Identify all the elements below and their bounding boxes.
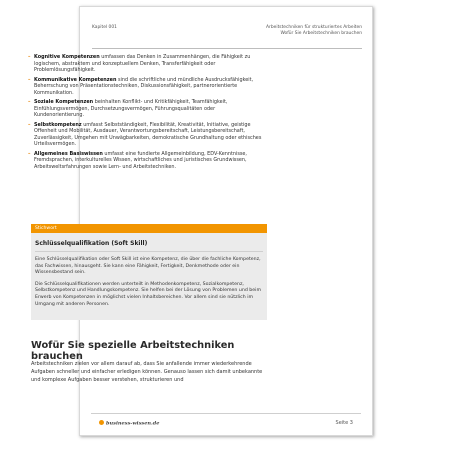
list-item (28, 76, 266, 97)
list-item-text: umfasst eine fundierte Allgemeinbildung, EDV-Kenntnisse, Fremdsprachen, interkulturelles Wissen, wirtschaftliches und juristisches Grundwissen, Arbeitsweltsrfahrungen sowie Lern- und Arbeitstechniken. (34, 150, 247, 170)
list-item-term: Kognitive Kompetenzen (34, 54, 100, 60)
keyword-label: Stichwort (31, 224, 267, 233)
bullet-dash: – (28, 76, 31, 83)
bullet-dash: – (28, 121, 31, 128)
bullet-dash: – (28, 150, 31, 157)
list-item-term: Selbstkompetenz (34, 121, 82, 128)
page-header (92, 24, 362, 49)
chapter-label: Kapitel 001 (92, 25, 117, 30)
list-item-text: umfasst Selbstständigkeit, Flexibilität, Kreativität, Initiative, geistige Offenheit und Mobilität, Ausdauer, Verantwortungsbereitschaft, Leistungsbereitschaft, Zuverlässigkeit, Umgehen mit Unwägbarkeiten, demokratische Grundhaltung oder ethisches Urteilsvermögen. (34, 121, 262, 147)
list-item (28, 54, 266, 74)
list-item (28, 99, 266, 119)
competency-list (28, 54, 266, 173)
logo-dot-icon (99, 420, 104, 425)
site-logo (99, 420, 159, 427)
list-item (28, 121, 266, 148)
list-item-text: sind die schriftliche und mündliche Ausdrucksfähigkeit, Beherrschung von Präsentationstechniken, Diskussionsfähigkeit, partnerorientierte Kommunikation. (34, 76, 254, 96)
list-item-term: Kommunikative Kompetenzen (34, 76, 117, 83)
list-item-term: Soziale Kompetenzen (34, 99, 94, 105)
section-heading: Wofür Sie spezielle Arbeitstechniken brauchen (31, 340, 235, 362)
header-title: Arbeitstechniken für strukturiertes Arbeiten (266, 25, 362, 30)
logo-text: business-wissen.de (106, 420, 160, 427)
keyword-paragraph: Die Schlüsselqualifikationen werden unterteilt in Methodenkompetenz, Sozialkompetenz, Selbstkompetenz und Handlungskompetenz. Sie helfen bei der Lösung von Problemen und beim Erwerb von Kompetenzen in möglichst vielen Inhaltsbereichen. Vor allem sind sie nützlich im Umgang mit anderen Personen. (35, 281, 262, 307)
header-subtitle: Wofür Sie Arbeitstechniken brauchen (280, 31, 362, 36)
keyword-title: Schlüsselqualifikation (Soft Skill) (35, 240, 263, 252)
list-item-text: beinhalten Konflikt- und Kritikfähigkeit, Teamfähigkeit, Einfühlungsvermögen, Durchsetzungsvermögen, Führungsqualitäten oder Kundenorientierung. (34, 99, 228, 118)
bullet-dash: – (28, 99, 31, 105)
list-item (28, 150, 266, 171)
header-right (266, 25, 362, 37)
keyword-paragraph: Eine Schlüsselqualifikation oder Soft Skill ist eine Kompetenz, die über die fachliche Kompetenz, das Fachwissen, hinausgeht. Sie kann eine Fähigkeit, Fertigkeit, Denkmethode oder ein Wissensbestand sein. (35, 257, 261, 276)
list-item-text: umfassen das Denken in Zusammenhängen, die Fähigkeit zu logischem, abstraktem und konzeptuellem Denken, Transferfähigkeit oder Problemlösungsfähigkeit. (34, 54, 251, 73)
bullet-dash: – (28, 54, 31, 60)
keyword-box (31, 224, 267, 320)
page-footer (91, 413, 361, 427)
list-item-term: Allgemeines Basiswissen (34, 150, 103, 157)
page-number: Seite 3 (335, 420, 353, 426)
section-body: Arbeitstechniken zielen vor allem darauf ab, dass Sie anfallende immer wiederkehrende Aufgaben schneller und einfacher erledigen können. Genauso lassen sich damit unbekannte und komplexe Aufgaben besser verstehen, strukturieren und (31, 361, 263, 383)
